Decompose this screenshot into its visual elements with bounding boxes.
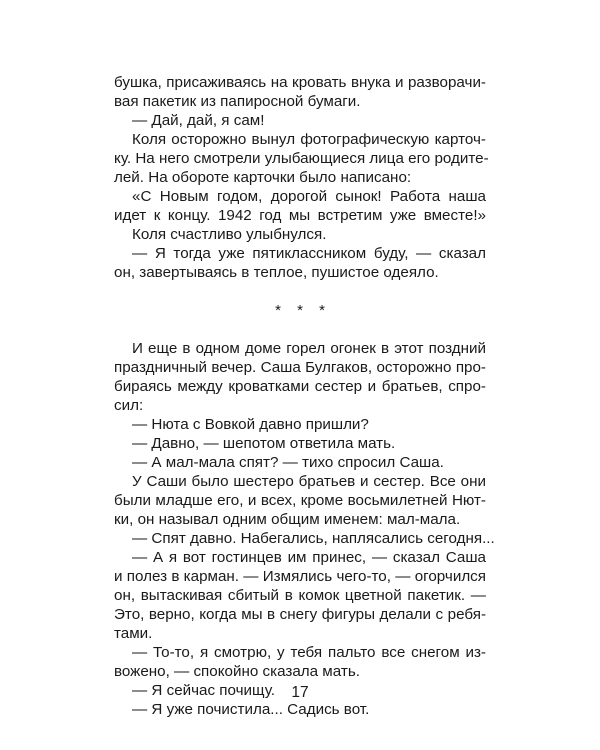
text-line: — Нюта с Вовкой давно пришли? <box>132 416 369 433</box>
section-separator: * * * <box>275 302 331 319</box>
text-line: — Я тогда уже пятиклассником буду, — сказал <box>132 245 486 262</box>
text-line: лей. На обороте карточки было написано: <box>114 169 412 186</box>
text-line: вая пакетик из папиросной бумаги. <box>114 93 361 110</box>
text-line: он, завертываясь в теплое, пушистое одеяло. <box>114 264 439 281</box>
text-line: И еще в одном доме горел огонек в этот поздний <box>132 340 486 357</box>
text-line: праздничный вечер. Саша Булгаков, осторожно про- <box>114 359 486 376</box>
text-line: были младше его, и всех, кроме восьмилетней Нют- <box>114 492 486 509</box>
text-line: — Я уже почистила... Садись вот. <box>132 701 370 718</box>
spacer <box>114 320 486 339</box>
text-line: У Саши было шестеро братьев и сестер. Все они <box>132 473 486 490</box>
text-line: бушка, присаживаясь на кровать внука и разворачи- <box>114 74 486 91</box>
text-line: ку. На него смотрели улыбающиеся лица его родите- <box>114 150 489 167</box>
text-line: — Я сейчас почищу. <box>132 682 275 699</box>
text-line: — А мал-мала спят? — тихо спросил Саша. <box>132 454 444 471</box>
text-line: сил: <box>114 397 144 414</box>
text-line: Коля осторожно вынул фотографическую карточ- <box>132 131 486 148</box>
text-line: Это, верно, когда мы в снегу фигуры делали с ребя- <box>114 606 486 623</box>
text-line: Коля счастливо улыбнулся. <box>132 226 327 243</box>
text-line: вожено, — спокойно сказала мать. <box>114 663 360 680</box>
text-line: он, вытаскивая сбитый в комок цветной пакетик. — <box>114 587 486 604</box>
text-line: — То-то, я смотрю, у тебя пальто все снегом из- <box>132 644 486 661</box>
text-line: тами. <box>114 625 153 642</box>
text-line: — Дай, дай, я сам! <box>132 112 265 129</box>
text-line: бираясь между кроватками сестер и братьев, спро- <box>114 378 486 395</box>
paragraph-block-1 <box>114 73 489 282</box>
text-line: «С Новым годом, дорогой сынок! Работа наша <box>132 188 486 205</box>
paragraph-block-2 <box>114 339 495 719</box>
text-line: идет к концу. 1942 год мы встретим уже вместе!» <box>114 207 486 224</box>
text-line: и полез в карман. — Измялись чего-то, — огорчился <box>114 568 486 585</box>
text-line: ки, он называл одним общим именем: мал-мала. <box>114 511 461 528</box>
page-number: 17 <box>291 684 309 701</box>
text-line: — Спят давно. Набегались, наплясались сегодня... <box>132 530 495 547</box>
spacer <box>114 282 486 301</box>
text-line: — Давно, — шепотом ответила мать. <box>132 435 396 452</box>
text-line: — А я вот гостинцев им принес, — сказал Саша <box>132 549 486 566</box>
book-page <box>114 73 495 719</box>
